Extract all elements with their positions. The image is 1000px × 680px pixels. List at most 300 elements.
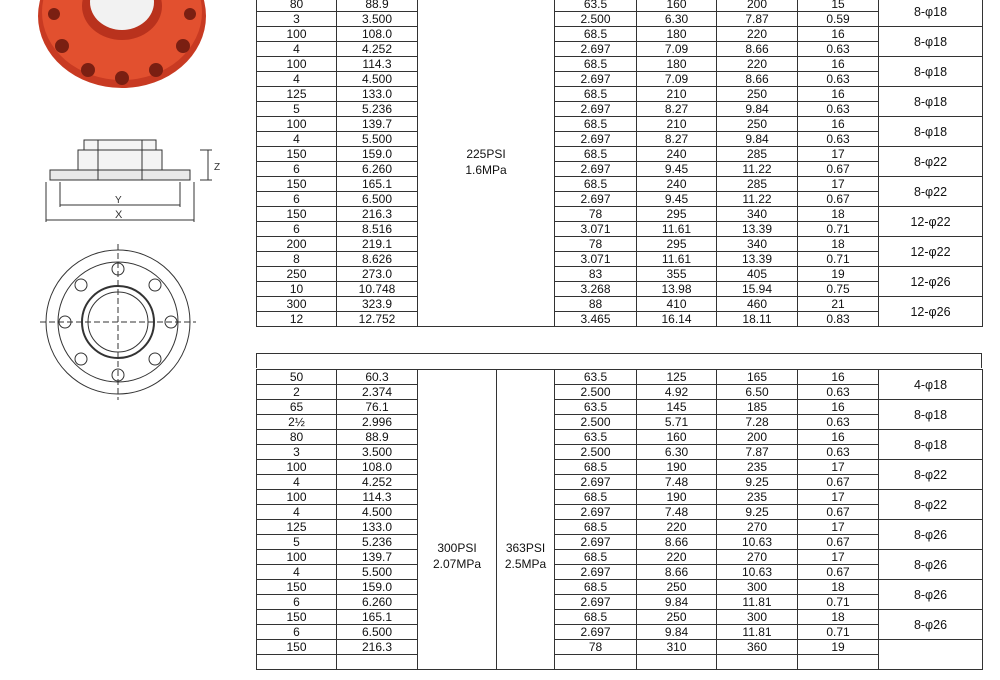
od-cell: 165.1 (337, 177, 418, 192)
dim-z-label: Z (214, 162, 221, 173)
c1-cell: 68.5 (555, 57, 637, 72)
c3-cell: 300 (717, 580, 798, 595)
od-cell: 2.374 (337, 385, 418, 400)
c1-cell: 68.5 (555, 147, 637, 162)
bolt-holes-cell: 8-φ22 (879, 177, 983, 207)
c3-cell (717, 655, 798, 670)
od-cell: 4.500 (337, 505, 418, 520)
c3-cell: 6.50 (717, 385, 798, 400)
pressure-mpa: 2.07MPa (432, 556, 482, 571)
od-cell: 8.626 (337, 252, 418, 267)
c4-cell: 16 (798, 117, 879, 132)
nom-cell (257, 655, 337, 670)
c4-cell: 0.63 (798, 415, 879, 430)
c2-cell: 8.66 (637, 565, 717, 580)
c2-cell: 125 (637, 370, 717, 385)
c3-cell: 235 (717, 460, 798, 475)
pressure-rating-1-cell (418, 370, 497, 670)
table-row (257, 595, 983, 610)
c3-cell: 10.63 (717, 535, 798, 550)
c4-cell: 17 (798, 550, 879, 565)
od-cell: 4.500 (337, 72, 418, 87)
table-row (257, 132, 983, 147)
bolt-holes-cell: 8-φ26 (879, 550, 983, 580)
c4-cell: 0.63 (798, 42, 879, 57)
c2-cell: 7.48 (637, 475, 717, 490)
table-row (257, 42, 983, 57)
table-row (257, 297, 983, 312)
od-cell: 3.500 (337, 445, 418, 460)
table-row (257, 222, 983, 237)
c2-cell: 9.45 (637, 162, 717, 177)
table-row (257, 475, 983, 490)
pressure-mpa: 2.5MPa (504, 556, 547, 571)
flange-section-drawing (46, 140, 212, 222)
c2-cell: 6.30 (637, 12, 717, 27)
c3-cell: 220 (717, 27, 798, 42)
c1-cell: 68.5 (555, 117, 637, 132)
nom-cell: 100 (257, 27, 337, 42)
c2-cell: 7.09 (637, 42, 717, 57)
c4-cell: 0.71 (798, 222, 879, 237)
c1-cell: 63.5 (555, 370, 637, 385)
od-cell: 108.0 (337, 460, 418, 475)
c2-cell: 190 (637, 460, 717, 475)
table-row (257, 610, 983, 625)
table-row (257, 252, 983, 267)
c4-cell: 17 (798, 490, 879, 505)
c1-cell: 2.500 (555, 12, 637, 27)
c4-cell: 0.75 (798, 282, 879, 297)
nom-cell: 5 (257, 102, 337, 117)
table-row (257, 237, 983, 252)
c3-cell: 11.81 (717, 625, 798, 640)
c3-cell: 220 (717, 57, 798, 72)
table-row (257, 27, 983, 42)
od-cell: 6.260 (337, 595, 418, 610)
c3-cell: 9.84 (717, 102, 798, 117)
c4-cell: 0.63 (798, 445, 879, 460)
od-cell: 159.0 (337, 580, 418, 595)
c1-cell: 2.697 (555, 162, 637, 177)
nom-cell: 125 (257, 520, 337, 535)
c2-cell: 295 (637, 237, 717, 252)
table-separator (256, 353, 982, 368)
c3-cell: 11.22 (717, 162, 798, 177)
c3-cell: 10.63 (717, 565, 798, 580)
c1-cell: 2.697 (555, 595, 637, 610)
c3-cell: 360 (717, 640, 798, 655)
dim-y-label: Y (115, 195, 122, 206)
c4-cell: 0.67 (798, 565, 879, 580)
nom-cell: 4 (257, 42, 337, 57)
c1-cell (555, 655, 637, 670)
c1-cell: 63.5 (555, 430, 637, 445)
dim-x-label: X (115, 209, 123, 221)
od-cell: 3.500 (337, 12, 418, 27)
c1-cell: 83 (555, 267, 637, 282)
table-row (257, 267, 983, 282)
c1-cell: 68.5 (555, 87, 637, 102)
c2-cell: 250 (637, 610, 717, 625)
c1-cell: 63.5 (555, 0, 637, 12)
od-cell: 139.7 (337, 550, 418, 565)
c1-cell: 2.697 (555, 625, 637, 640)
bolt-holes-cell: 8-φ18 (879, 27, 983, 57)
c1-cell: 2.500 (555, 415, 637, 430)
table-row (257, 117, 983, 132)
nom-cell: 100 (257, 57, 337, 72)
bolt-holes-cell: 8-φ22 (879, 490, 983, 520)
table-row (257, 207, 983, 222)
c3-cell: 235 (717, 490, 798, 505)
c2-cell: 9.84 (637, 595, 717, 610)
c2-cell: 11.61 (637, 222, 717, 237)
table-row (257, 430, 983, 445)
c3-cell: 200 (717, 0, 798, 12)
nom-cell: 4 (257, 565, 337, 580)
c4-cell: 0.67 (798, 475, 879, 490)
c2-cell: 16.14 (637, 312, 717, 327)
spec-table-300psi (256, 369, 983, 670)
c4-cell: 0.67 (798, 192, 879, 207)
table-row (257, 655, 983, 670)
c4-cell: 17 (798, 177, 879, 192)
c2-cell: 310 (637, 640, 717, 655)
od-cell: 139.7 (337, 117, 418, 132)
c4-cell: 19 (798, 640, 879, 655)
table-row (257, 177, 983, 192)
od-cell: 6.500 (337, 192, 418, 207)
nom-cell: 150 (257, 580, 337, 595)
nom-cell: 150 (257, 610, 337, 625)
spec-table-225psi (256, 0, 983, 327)
od-cell: 5.236 (337, 102, 418, 117)
nom-cell: 125 (257, 87, 337, 102)
c1-cell: 63.5 (555, 400, 637, 415)
table-row (257, 625, 983, 640)
c3-cell: 200 (717, 430, 798, 445)
c3-cell: 460 (717, 297, 798, 312)
c4-cell: 18 (798, 237, 879, 252)
bolt-holes-cell: 8-φ26 (879, 580, 983, 610)
c4-cell: 18 (798, 207, 879, 222)
bolt-holes-cell: 8-φ18 (879, 117, 983, 147)
c4-cell: 0.83 (798, 312, 879, 327)
c4-cell: 0.63 (798, 385, 879, 400)
nom-cell: 150 (257, 640, 337, 655)
c2-cell: 180 (637, 57, 717, 72)
c4-cell: 0.71 (798, 625, 879, 640)
c4-cell: 0.59 (798, 12, 879, 27)
c1-cell: 3.465 (555, 312, 637, 327)
c4-cell: 21 (798, 297, 879, 312)
nom-cell: 200 (257, 237, 337, 252)
c3-cell: 165 (717, 370, 798, 385)
od-cell: 12.752 (337, 312, 418, 327)
nom-cell: 5 (257, 535, 337, 550)
od-cell: 5.236 (337, 535, 418, 550)
c2-cell: 6.30 (637, 445, 717, 460)
c2-cell: 190 (637, 490, 717, 505)
table-row (257, 550, 983, 565)
c1-cell: 68.5 (555, 550, 637, 565)
c4-cell: 17 (798, 460, 879, 475)
table-row (257, 385, 983, 400)
c1-cell: 78 (555, 237, 637, 252)
c4-cell: 17 (798, 147, 879, 162)
c1-cell: 2.697 (555, 102, 637, 117)
c2-cell: 8.66 (637, 535, 717, 550)
bolt-holes-cell: 12-φ26 (879, 297, 983, 327)
od-cell: 5.500 (337, 565, 418, 580)
c1-cell: 3.071 (555, 252, 637, 267)
c2-cell: 8.27 (637, 132, 717, 147)
od-cell: 165.1 (337, 610, 418, 625)
c1-cell: 2.697 (555, 132, 637, 147)
c4-cell (798, 655, 879, 670)
od-cell: 114.3 (337, 490, 418, 505)
od-cell: 5.500 (337, 132, 418, 147)
od-cell: 133.0 (337, 87, 418, 102)
od-cell: 219.1 (337, 237, 418, 252)
nom-cell: 50 (257, 370, 337, 385)
c3-cell: 9.25 (717, 505, 798, 520)
table-row (257, 147, 983, 162)
c4-cell: 0.63 (798, 132, 879, 147)
nom-cell: 100 (257, 550, 337, 565)
nom-cell: 150 (257, 207, 337, 222)
nom-cell: 6 (257, 162, 337, 177)
c4-cell: 16 (798, 370, 879, 385)
od-cell (337, 655, 418, 670)
od-cell: 216.3 (337, 207, 418, 222)
nom-cell: 100 (257, 490, 337, 505)
od-cell: 10.748 (337, 282, 418, 297)
c1-cell: 2.697 (555, 475, 637, 490)
c3-cell: 185 (717, 400, 798, 415)
c1-cell: 3.071 (555, 222, 637, 237)
od-cell: 6.500 (337, 625, 418, 640)
od-cell: 2.996 (337, 415, 418, 430)
c3-cell: 7.87 (717, 12, 798, 27)
nom-cell: 10 (257, 282, 337, 297)
table-row (257, 640, 983, 655)
table-row (257, 535, 983, 550)
c1-cell: 2.697 (555, 72, 637, 87)
c1-cell: 68.5 (555, 580, 637, 595)
c1-cell: 68.5 (555, 177, 637, 192)
od-cell: 323.9 (337, 297, 418, 312)
c3-cell: 7.28 (717, 415, 798, 430)
c4-cell: 15 (798, 0, 879, 12)
bolt-holes-cell: 8-φ18 (879, 0, 983, 27)
c2-cell: 240 (637, 177, 717, 192)
c2-cell: 295 (637, 207, 717, 222)
c3-cell: 405 (717, 267, 798, 282)
c2-cell: 7.09 (637, 72, 717, 87)
c1-cell: 88 (555, 297, 637, 312)
c3-cell: 285 (717, 177, 798, 192)
c1-cell: 78 (555, 207, 637, 222)
c1-cell: 2.500 (555, 385, 637, 400)
c3-cell: 285 (717, 147, 798, 162)
bolt-holes-cell: 8-φ22 (879, 147, 983, 177)
c4-cell: 16 (798, 57, 879, 72)
table-row (257, 490, 983, 505)
nom-cell: 4 (257, 475, 337, 490)
nom-cell: 80 (257, 430, 337, 445)
nom-cell: 4 (257, 132, 337, 147)
c4-cell: 19 (798, 267, 879, 282)
nom-cell: 65 (257, 400, 337, 415)
nom-cell: 100 (257, 460, 337, 475)
bolt-holes-cell: 8-φ18 (879, 87, 983, 117)
od-cell: 4.252 (337, 42, 418, 57)
nom-cell: 12 (257, 312, 337, 327)
c4-cell: 17 (798, 520, 879, 535)
c2-cell: 250 (637, 580, 717, 595)
c1-cell: 2.697 (555, 535, 637, 550)
pressure-rating-cell (418, 0, 555, 327)
table-row (257, 57, 983, 72)
c2-cell: 4.92 (637, 385, 717, 400)
c4-cell: 0.71 (798, 252, 879, 267)
nom-cell: 2½ (257, 415, 337, 430)
c2-cell: 210 (637, 87, 717, 102)
c3-cell: 340 (717, 237, 798, 252)
pressure-mpa: 1.6MPa (465, 162, 507, 177)
table-row (257, 102, 983, 117)
bolt-holes-cell: 8-φ18 (879, 57, 983, 87)
flange-illustrations-svg (0, 0, 255, 675)
c4-cell: 16 (798, 400, 879, 415)
c3-cell: 18.11 (717, 312, 798, 327)
c2-cell: 240 (637, 147, 717, 162)
c3-cell: 9.25 (717, 475, 798, 490)
c1-cell: 2.697 (555, 505, 637, 520)
table-row (257, 370, 983, 385)
pressure-psi: 363PSI (505, 540, 546, 555)
c1-cell: 78 (555, 640, 637, 655)
nom-cell: 250 (257, 267, 337, 282)
c3-cell: 13.39 (717, 222, 798, 237)
bolt-holes-cell: 8-φ18 (879, 400, 983, 430)
c2-cell: 220 (637, 550, 717, 565)
c1-cell: 68.5 (555, 27, 637, 42)
nom-cell: 100 (257, 117, 337, 132)
c4-cell: 0.67 (798, 162, 879, 177)
c2-cell: 13.98 (637, 282, 717, 297)
c3-cell: 340 (717, 207, 798, 222)
od-cell: 133.0 (337, 520, 418, 535)
bolt-holes-cell: 8-φ26 (879, 520, 983, 550)
nom-cell: 6 (257, 192, 337, 207)
nom-cell: 3 (257, 12, 337, 27)
od-cell: 114.3 (337, 57, 418, 72)
c2-cell: 7.48 (637, 505, 717, 520)
c3-cell: 270 (717, 520, 798, 535)
c4-cell: 16 (798, 27, 879, 42)
c4-cell: 0.67 (798, 535, 879, 550)
c1-cell: 2.697 (555, 192, 637, 207)
nom-cell: 4 (257, 72, 337, 87)
table-row (257, 580, 983, 595)
table-row (257, 72, 983, 87)
table-row (257, 0, 983, 12)
nom-cell: 150 (257, 147, 337, 162)
c2-cell: 180 (637, 27, 717, 42)
c1-cell: 3.268 (555, 282, 637, 297)
pressure-psi: 300PSI (437, 540, 477, 555)
nom-cell: 150 (257, 177, 337, 192)
table-row (257, 282, 983, 297)
od-cell: 88.9 (337, 430, 418, 445)
c4-cell: 0.63 (798, 72, 879, 87)
bolt-holes-cell: 8-φ18 (879, 430, 983, 460)
c3-cell: 11.22 (717, 192, 798, 207)
c2-cell: 210 (637, 117, 717, 132)
product-illustrations (0, 0, 255, 675)
c3-cell: 15.94 (717, 282, 798, 297)
c1-cell: 68.5 (555, 460, 637, 475)
table-row (257, 400, 983, 415)
c2-cell: 410 (637, 297, 717, 312)
bolt-holes-cell: 12-φ22 (879, 237, 983, 267)
c3-cell: 8.66 (717, 72, 798, 87)
table-row (257, 312, 983, 327)
c1-cell: 68.5 (555, 490, 637, 505)
bolt-holes-cell: 4-φ18 (879, 370, 983, 400)
c3-cell: 9.84 (717, 132, 798, 147)
od-cell: 273.0 (337, 267, 418, 282)
c2-cell: 160 (637, 0, 717, 12)
table-row (257, 520, 983, 535)
bolt-holes-cell: 8-φ26 (879, 610, 983, 640)
table-row (257, 415, 983, 430)
c2-cell: 355 (637, 267, 717, 282)
od-cell: 76.1 (337, 400, 418, 415)
c1-cell: 2.697 (555, 42, 637, 57)
c4-cell: 0.67 (798, 505, 879, 520)
od-cell: 4.252 (337, 475, 418, 490)
od-cell: 88.9 (337, 0, 418, 12)
bolt-holes-cell (879, 640, 983, 670)
nom-cell: 8 (257, 252, 337, 267)
pressure-psi: 225PSI (466, 146, 506, 161)
table-row (257, 565, 983, 580)
bolt-holes-cell: 12-φ22 (879, 207, 983, 237)
c2-cell (637, 655, 717, 670)
c4-cell: 18 (798, 610, 879, 625)
nom-cell: 6 (257, 595, 337, 610)
c4-cell: 0.63 (798, 102, 879, 117)
c2-cell: 9.84 (637, 625, 717, 640)
table-row (257, 87, 983, 102)
od-cell: 6.260 (337, 162, 418, 177)
nom-cell: 80 (257, 0, 337, 12)
flange-top-view-drawing (40, 244, 196, 400)
nom-cell: 300 (257, 297, 337, 312)
c2-cell: 5.71 (637, 415, 717, 430)
c3-cell: 270 (717, 550, 798, 565)
od-cell: 108.0 (337, 27, 418, 42)
c4-cell: 18 (798, 580, 879, 595)
c2-cell: 160 (637, 430, 717, 445)
c4-cell: 16 (798, 430, 879, 445)
nom-cell: 6 (257, 625, 337, 640)
c3-cell: 8.66 (717, 42, 798, 57)
